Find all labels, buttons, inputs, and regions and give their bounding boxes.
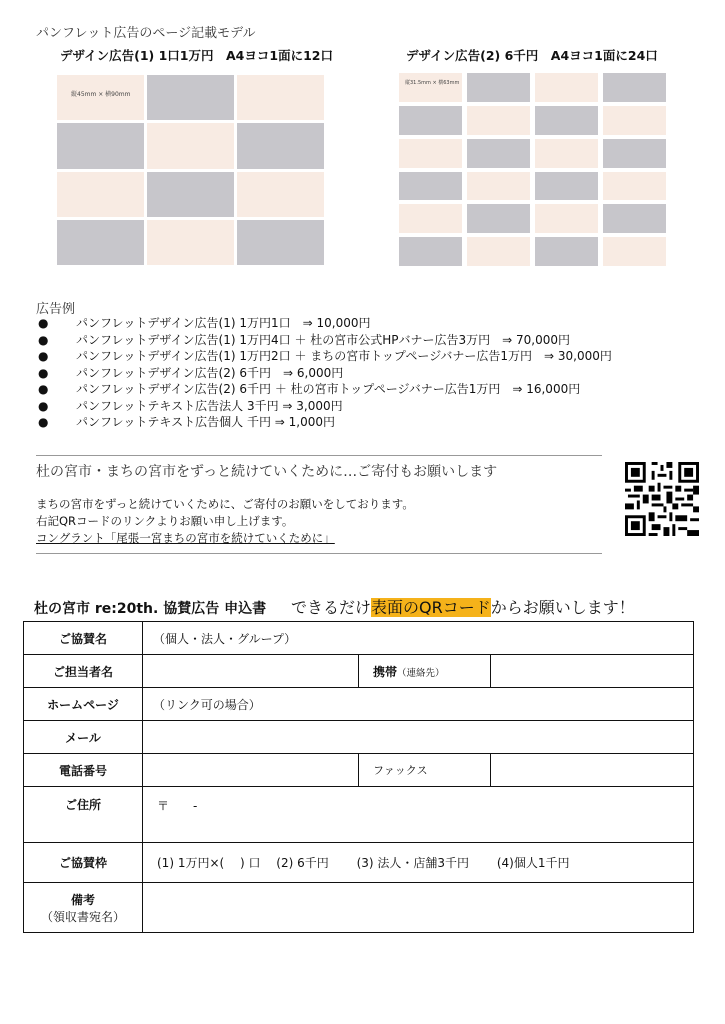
ad-slot (535, 73, 598, 102)
ad-slot (535, 139, 598, 168)
ad-model-12-grid (57, 75, 324, 265)
ad-slot (57, 172, 144, 217)
ad-slot (467, 172, 530, 201)
mobile-field[interactable] (491, 655, 694, 688)
model1-title: デザイン広告(1) 1口1万円 A4ヨコ1面に12口 (60, 48, 333, 63)
ad-model-24-grid (399, 73, 666, 266)
donation-link[interactable]: コングラント「尾張一宮まちの宮市を続けていくために」 (36, 531, 335, 545)
ad-slot (237, 75, 324, 120)
ad-slot (603, 237, 666, 266)
ad-slot (399, 237, 462, 266)
list-item: ● パンフレットデザイン広告(2) 6千円 ⇒ 6,000円 (38, 365, 344, 380)
donation-line: 右記QRコードのリンクよりお願い申し上げます。 (36, 514, 294, 528)
ad-slot (399, 106, 462, 135)
fax-field[interactable] (491, 754, 694, 787)
address-field[interactable]: 〒 - (143, 787, 694, 843)
examples-title: 広告例 (36, 302, 76, 317)
section-title: パンフレット広告のページ記載モデル (36, 26, 256, 41)
ad-slot (603, 204, 666, 233)
fax-label: ファックス (359, 754, 491, 787)
ad-slot (57, 123, 144, 168)
remarks-label: 備考 （領収書宛名） (24, 883, 143, 933)
mail-label: メール (24, 721, 143, 754)
ad-slot (603, 106, 666, 135)
ad-slot (603, 172, 666, 201)
qr-code-icon[interactable] (625, 462, 699, 536)
ad-slot (467, 73, 530, 102)
ad-slot (535, 172, 598, 201)
list-item: ● パンフレットデザイン広告(1) 1万円4口 ＋ 杜の宮市公式HPバナー広告3万円 ⇒ 70,000円 (38, 332, 571, 347)
divider (36, 455, 602, 456)
phone-field[interactable] (143, 754, 359, 787)
model2-title: デザイン広告(2) 6千円 A4ヨコ1面に24口 (406, 48, 658, 63)
list-item: ● パンフレットテキスト広告法人 3千円 ⇒ 3,000円 (38, 398, 343, 413)
highlight-text: 表面のQRコード (371, 598, 491, 617)
form-subtitle: できるだけ表面のQRコードからお願いします！ (291, 598, 635, 617)
ad-slot-size-note: 縦31.5mm × 横63mm (399, 73, 462, 102)
ad-slot (535, 237, 598, 266)
sponsor-name-field[interactable]: （個人・法人・グループ） (143, 622, 694, 655)
divider (36, 553, 602, 554)
ad-slot (57, 220, 144, 265)
donation-line: まちの宮市をずっと続けていくために、ご寄付のお願いをしております。 (36, 497, 414, 511)
sponsor-label: ご協賛名 (24, 622, 143, 655)
frame-label: ご協賛枠 (24, 843, 143, 883)
ad-slot-size-note: 縦45mm × 横90mm (57, 75, 144, 120)
list-item: ● パンフレットデザイン広告(1) 1万円1口 ⇒ 10,000円 (38, 316, 371, 330)
ad-slot (237, 123, 324, 168)
ad-slot (535, 204, 598, 233)
ad-slot (147, 220, 234, 265)
contact-label: ご担当者名 (24, 655, 143, 688)
mobile-label: 携帯（連絡先） (359, 655, 491, 688)
ad-slot (467, 237, 530, 266)
donation-text (36, 496, 414, 547)
ad-slot (467, 106, 530, 135)
address-label: ご住所 (24, 787, 143, 843)
ad-slot (399, 139, 462, 168)
ad-slot (237, 172, 324, 217)
remarks-field[interactable] (143, 883, 694, 933)
ad-slot (603, 73, 666, 102)
ad-slot (467, 204, 530, 233)
ad-slot (399, 172, 462, 201)
ad-slot (399, 204, 462, 233)
frame-options[interactable]: (1) 1万円×( ) 口 (2) 6千円 (3) 法人・店舗3千円 (4)個人1千円 (143, 843, 694, 883)
homepage-field[interactable]: （リンク可の場合） (143, 688, 694, 721)
ad-slot (603, 139, 666, 168)
mail-field[interactable] (143, 721, 694, 754)
donation-title: 杜の宮市・まちの宮市をずっと続けていくために…ご寄付もお願いします (36, 464, 498, 480)
contact-name-field[interactable] (143, 655, 359, 688)
ad-slot (535, 106, 598, 135)
list-item: ● パンフレットデザイン広告(2) 6千円 ＋ 杜の宮市トップページバナー広告1万円 ⇒ 16,000円 (38, 382, 581, 396)
ad-slot (467, 139, 530, 168)
application-form (23, 621, 694, 933)
ad-slot (147, 75, 234, 120)
list-item: ● パンフレットテキスト広告個人 千円 ⇒ 1,000円 (38, 415, 336, 429)
phone-label: 電話番号 (24, 754, 143, 787)
ad-slot (147, 123, 234, 168)
ad-slot (147, 172, 234, 217)
examples-list (36, 315, 612, 431)
ad-slot (237, 220, 324, 265)
list-item: ● パンフレットデザイン広告(1) 1万円2口 ＋ まちの宮市トップページバナー広告1万円 ⇒ 30,000円 (38, 349, 612, 363)
form-title: 杜の宮市 re:20th. 協賛広告 申込書 (34, 601, 267, 617)
homepage-label: ホームページ (24, 688, 143, 721)
